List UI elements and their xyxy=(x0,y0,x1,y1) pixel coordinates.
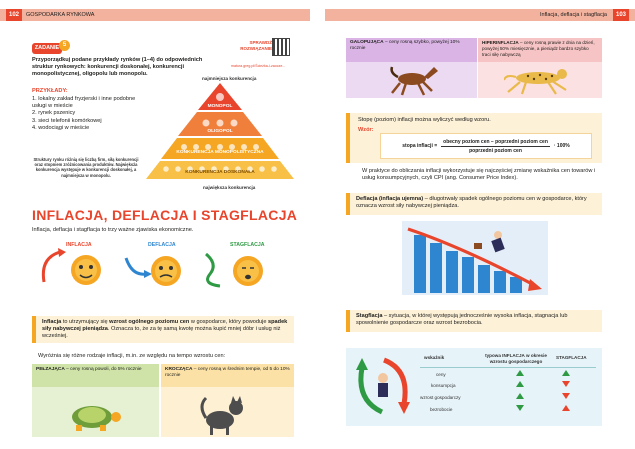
cpi-text: W praktyce do obliczania inflacji wykorzystuje się najczęściej zmianę wskaźnika cen towarów i usług konsumpcyjnych, czyli CPI (ang. Consumer Price Index). xyxy=(362,168,596,182)
example-item: 4. wodociągi w mieście xyxy=(32,124,90,131)
cat-illustration xyxy=(198,388,252,436)
coin-characters-illustration xyxy=(34,244,296,294)
task-number: 5 xyxy=(59,40,70,51)
page-number-right: 103 xyxy=(613,9,629,21)
type-desc: – ceny rosną prawie z dnia na dzień, powyżej 50% miesięcznie, a pieniądz bardzo szybko traci siłę nabywczą xyxy=(482,40,595,57)
examples-list xyxy=(32,96,142,132)
pyramid-label-oligopol: OLIGOPOL xyxy=(207,129,233,134)
pyramid-top-label: najmniejsza konkurencja xyxy=(202,76,257,81)
turtle-illustration xyxy=(62,395,126,433)
solution-url[interactable]: matura.greg.pl/Ścieżka-i-zaocze... xyxy=(231,64,286,68)
def-highlight: wzrost ogólnego poziomu cen xyxy=(109,319,190,325)
formula-fraction xyxy=(441,139,550,154)
type-name: PEŁZAJĄCA xyxy=(36,367,65,372)
pyramid-caption: Struktury rynku różnią się liczbą firm, siłą konkurencji oraz stopniem zróżnicowania produktów. Najwięksża konkurencja występuje w konkurencji doskonałej, a najmniejsza w monopolu. xyxy=(33,157,139,178)
horse-illustration xyxy=(388,63,440,97)
cheetah-illustration xyxy=(504,64,578,96)
pyramid-bottom-label: największa konkurencja xyxy=(203,185,256,190)
inflation-column-arrows xyxy=(516,370,524,411)
running-head-right: Inflacja, deflacja i stagflacja xyxy=(540,12,607,18)
types-intro: Wyróżnia się różne rodzaje inflacji, m.in. ze względu na tempo wzrostu cen: xyxy=(38,353,226,359)
section-title: INFLACJA, DEFLACJA I STAGFLACJA xyxy=(32,207,298,223)
def-term: Inflacja xyxy=(42,319,62,325)
def-highlight: spadek siły nabywczej pieniądza xyxy=(42,319,288,333)
type-desc: – ceny rosną szybko, powyżej 10% rocznie xyxy=(350,40,460,51)
type-name: HIPERINFLACJA xyxy=(482,40,519,45)
formula-label: Stopę (poziom) inflacji można wyliczyć według wzoru. xyxy=(358,117,491,123)
example-item: 2. rynek pszenicy xyxy=(32,110,76,117)
page-number-left: 102 xyxy=(6,9,22,21)
deflation-definition xyxy=(346,193,602,215)
type-desc: – ceny rosną powoli, do 5% rocznie xyxy=(66,367,142,372)
table-header-stagflacja: STAGFLACJA xyxy=(556,355,587,360)
formula-rhs: · 100% xyxy=(553,143,570,149)
formula-lhs: stopa inflacji = xyxy=(402,143,438,149)
formula-denominator: poprzedni poziom cen xyxy=(469,147,522,154)
type-box-galopujaca xyxy=(346,38,477,62)
task-badge xyxy=(32,43,62,54)
inflation-definition xyxy=(32,316,294,343)
formula-equation xyxy=(380,133,592,159)
character-label-stagflacja: STAGFLACJA xyxy=(230,242,265,248)
table-header-inflacja: typowa INFLACJA w okresie wzrostu gospodarczego xyxy=(485,353,547,364)
example-item: 1. lokalny zakład fryzjerski i inne podobne usługi w mieście xyxy=(32,96,136,110)
formula-wzor: Wzór: xyxy=(358,127,374,134)
def-text: . Oznacza to, że za tę samą kwotę można kupić mniej dóbr i usług niż wcześniej. xyxy=(42,326,281,340)
stagflation-definition xyxy=(346,310,602,332)
type-desc: – ceny rosną w średnim tempie, od 5 do 10% rocznie xyxy=(165,367,290,378)
table-row-label: bezrobocie xyxy=(430,407,453,412)
stagflation-arrows-illustration xyxy=(352,350,414,422)
type-name: KROCZĄCA xyxy=(165,367,193,372)
examples-label: PRZYKŁADY: xyxy=(32,88,68,94)
example-item: 3. sieci telefonii komórkowej xyxy=(32,117,102,124)
character-label-deflacja: DEFLACJA xyxy=(148,242,176,248)
running-head-left: GOSPODARKA RYNKOWA xyxy=(26,12,95,18)
qr-code[interactable] xyxy=(272,38,290,56)
task-badge-label: ZADANIE xyxy=(34,45,60,51)
falling-chart-illustration xyxy=(402,221,548,295)
type-box-kroczaca xyxy=(161,364,294,387)
solution-label[interactable]: SPRAWDŹ ROZWIĄZANIE xyxy=(240,40,272,51)
def-term: Deflacja (inflacja ujemna) xyxy=(356,196,424,202)
type-box-hiperinflacja xyxy=(478,38,602,62)
pyramid-label-konkurencja-monopolistyczna: KONKURENCJA MONOPOLISTYCZNA xyxy=(176,150,264,155)
task-instruction: Przyporządkuj podane przykłady rynków (1–4) do odpowiednich struktur rynkowych: konkurencji doskonałej, konkurencji monopolistycznej, oligopolu lub monopolu. xyxy=(32,57,203,78)
def-text: – długotrwały spadek ogólnego poziomu cen w gospodarce, który oznacza wzrost siły nabywczej pieniądza. xyxy=(356,196,587,210)
table-arrows xyxy=(506,368,582,418)
def-term: Stagflacja xyxy=(356,313,383,319)
table-header-wskaznik: wskaźnik xyxy=(424,355,445,360)
type-name: GALOPUJĄCA xyxy=(350,40,384,45)
type-box-pelzajaca xyxy=(32,364,159,387)
section-intro: Inflacja, deflacja i stagflacja to trzy ważne zjawiska ekonomiczne. xyxy=(32,227,194,233)
pyramid-label-monopol: MONOPOL xyxy=(207,104,233,109)
table-row-label: konsumpcja xyxy=(431,383,456,388)
character-label-inflacja: INFLACJA xyxy=(66,242,92,248)
formula-numerator: obecny poziom cen – poprzedni poziom cen xyxy=(443,138,548,145)
def-text: w gospodarce, który powoduje xyxy=(189,319,269,325)
def-text: to utrzymujący się xyxy=(61,319,110,325)
pyramid-label-konkurencja-doskonala: KONKURENCJA DOSKONAŁA xyxy=(185,170,255,175)
stagflation-column-arrows xyxy=(562,370,570,411)
table-row-label: ceny xyxy=(436,372,446,377)
def-text: – sytuacja, w której występują jednocześnie wysoka inflacja, stagnacja lub spowolnienie gospodarcze oraz wzrost bezrobocia. xyxy=(356,313,568,327)
table-row-label: wzrost gospodarczy xyxy=(420,395,461,400)
